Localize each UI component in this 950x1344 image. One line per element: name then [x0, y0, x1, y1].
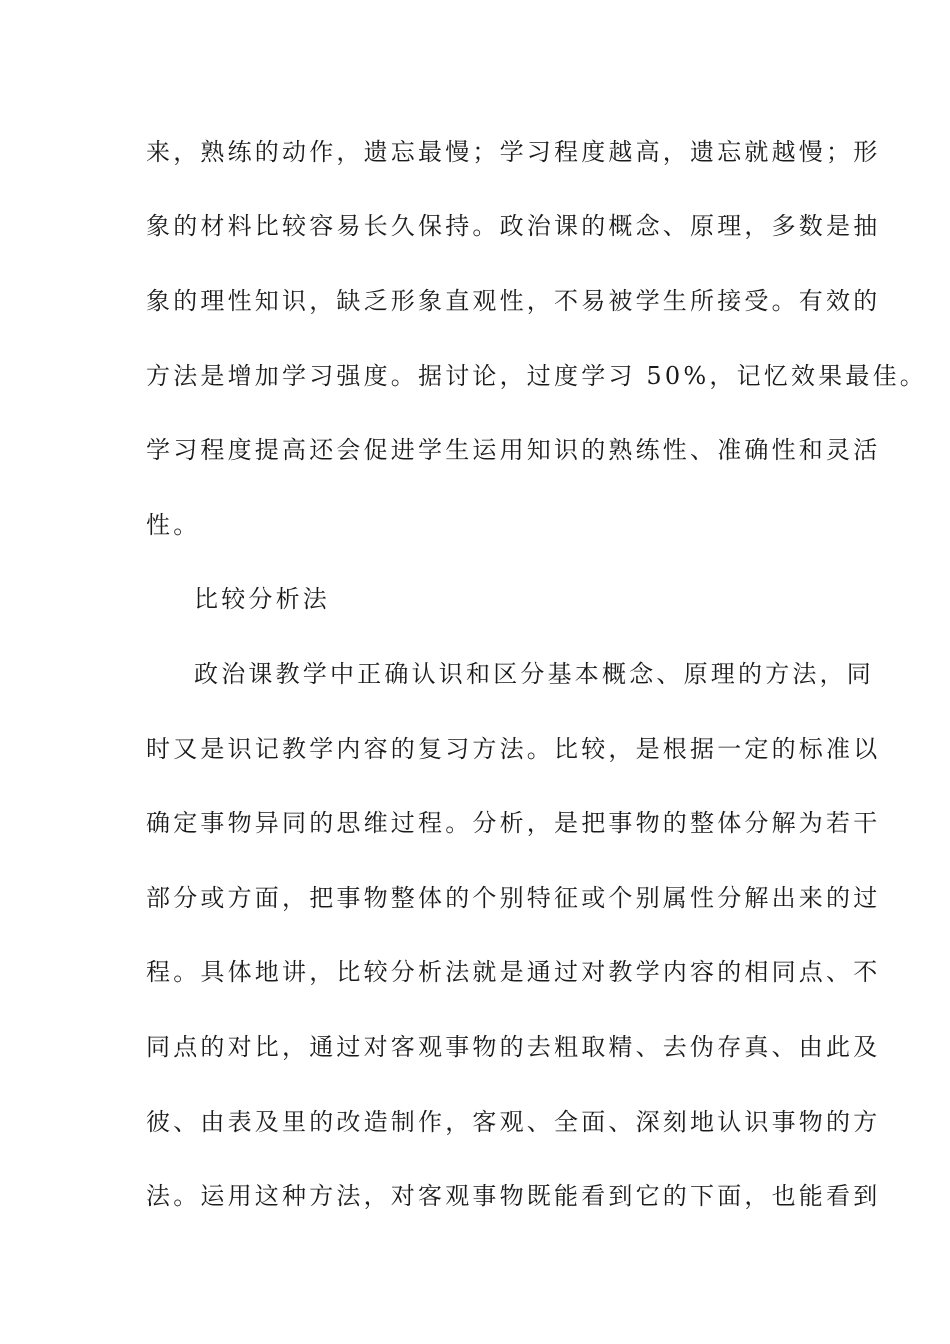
- text-line: 政治课教学中正确认识和区分基本概念、原理的方法，同: [194, 660, 874, 688]
- text-line: 性。: [146, 511, 201, 539]
- text-line: 彼、由表及里的改造制作，客观、全面、深刻地认识事物的方: [146, 1108, 881, 1136]
- text-line: 部分或方面，把事物整体的个别特征或个别属性分解出来的过: [146, 884, 881, 912]
- text-line: 来，熟练的动作，遗忘最慢；学习程度越高，遗忘就越慢；形: [146, 138, 881, 166]
- text-line: 同点的对比，通过对客观事物的去粗取精、去伪存真、由此及: [146, 1033, 881, 1061]
- text-line: 方法是增加学习强度。据讨论，过度学习 50%，记忆效果最佳。: [146, 362, 927, 390]
- text-line: 时又是识记教学内容的复习方法。比较，是根据一定的标准以: [146, 735, 881, 763]
- text-line: 象的理性知识，缺乏形象直观性，不易被学生所接受。有效的: [146, 287, 881, 315]
- text-line: 法。运用这种方法，对客观事物既能看到它的下面，也能看到: [146, 1182, 881, 1210]
- text-line: 象的材料比较容易长久保持。政治课的概念、原理，多数是抽: [146, 212, 881, 240]
- section-heading: 比较分析法: [194, 585, 330, 613]
- text-line: 程。具体地讲，比较分析法就是通过对教学内容的相同点、不: [146, 958, 881, 986]
- text-line: 确定事物异同的思维过程。分析，是把事物的整体分解为若干: [146, 809, 881, 837]
- text-line: 学习程度提高还会促进学生运用知识的熟练性、准确性和灵活: [146, 436, 881, 464]
